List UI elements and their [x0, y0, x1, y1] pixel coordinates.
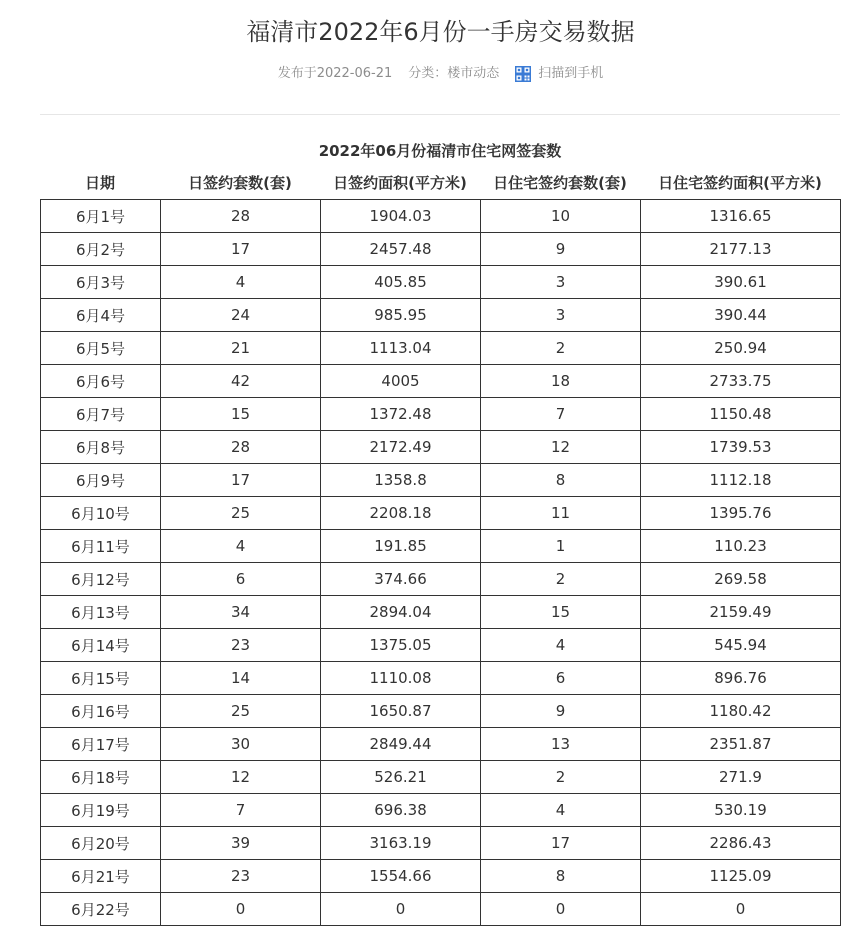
cell-residential-units: 4 — [481, 629, 641, 662]
cell-residential-area: 1739.53 — [641, 431, 841, 464]
cell-daily-units: 39 — [161, 827, 321, 860]
table-row — [41, 365, 841, 398]
cell-residential-area: 2351.87 — [641, 728, 841, 761]
cell-residential-area: 269.58 — [641, 563, 841, 596]
cell-daily-area: 1110.08 — [321, 662, 481, 695]
cell-date: 6月1号 — [41, 200, 161, 233]
cell-residential-units: 6 — [481, 662, 641, 695]
cell-date: 6月15号 — [41, 662, 161, 695]
cell-date: 6月12号 — [41, 563, 161, 596]
cell-daily-units: 24 — [161, 299, 321, 332]
header-residential-area: 日住宅签约面积(平方米) — [658, 174, 822, 192]
table-row — [41, 794, 841, 827]
category-link[interactable]: 分类：楼市动态 — [408, 66, 500, 81]
cell-daily-units: 34 — [161, 596, 321, 629]
cell-residential-area: 1316.65 — [641, 200, 841, 233]
cell-residential-units: 18 — [481, 365, 641, 398]
cell-residential-area: 110.23 — [641, 530, 841, 563]
cell-daily-units: 25 — [161, 497, 321, 530]
table-row — [41, 629, 841, 662]
table-row — [41, 695, 841, 728]
cell-daily-units: 15 — [161, 398, 321, 431]
cell-date: 6月21号 — [41, 860, 161, 893]
cell-date: 6月5号 — [41, 332, 161, 365]
cell-daily-area: 191.85 — [321, 530, 481, 563]
cell-daily-area: 696.38 — [321, 794, 481, 827]
cell-daily-units: 28 — [161, 431, 321, 464]
cell-daily-area: 1650.87 — [321, 695, 481, 728]
cell-daily-units: 17 — [161, 233, 321, 266]
cell-date: 6月22号 — [41, 893, 161, 926]
table-header-row — [40, 170, 840, 196]
cell-residential-units: 8 — [481, 860, 641, 893]
cell-date: 6月8号 — [41, 431, 161, 464]
cell-daily-units: 42 — [161, 365, 321, 398]
qr-code-icon[interactable] — [515, 66, 531, 82]
cell-date: 6月6号 — [41, 365, 161, 398]
cell-residential-units: 8 — [481, 464, 641, 497]
cell-daily-units: 25 — [161, 695, 321, 728]
cell-daily-units: 4 — [161, 530, 321, 563]
cell-residential-area: 896.76 — [641, 662, 841, 695]
cell-daily-area: 1904.03 — [321, 200, 481, 233]
cell-residential-units: 17 — [481, 827, 641, 860]
table-row — [41, 398, 841, 431]
cell-date: 6月9号 — [41, 464, 161, 497]
cell-daily-units: 23 — [161, 629, 321, 662]
cell-residential-area: 1150.48 — [641, 398, 841, 431]
cell-daily-units: 0 — [161, 893, 321, 926]
article-meta — [0, 62, 859, 86]
cell-date: 6月3号 — [41, 266, 161, 299]
table-row — [41, 233, 841, 266]
cell-daily-units: 23 — [161, 860, 321, 893]
cell-residential-units: 15 — [481, 596, 641, 629]
cell-daily-units: 17 — [161, 464, 321, 497]
cell-residential-area: 1395.76 — [641, 497, 841, 530]
table-row — [41, 827, 841, 860]
cell-daily-area: 1554.66 — [321, 860, 481, 893]
cell-daily-area: 374.66 — [321, 563, 481, 596]
table-row — [41, 563, 841, 596]
header-daily-units: 日签约套数(套) — [188, 174, 292, 192]
cell-residential-units: 3 — [481, 299, 641, 332]
cell-daily-area: 1113.04 — [321, 332, 481, 365]
cell-residential-area: 0 — [641, 893, 841, 926]
cell-date: 6月16号 — [41, 695, 161, 728]
cell-daily-units: 30 — [161, 728, 321, 761]
divider — [40, 114, 840, 115]
cell-residential-area: 1125.09 — [641, 860, 841, 893]
scan-to-phone-link[interactable]: 扫描到手机 — [538, 66, 604, 81]
article-title: 福清市2022年6月份一手房交易数据 — [246, 18, 635, 46]
cell-residential-area: 390.61 — [641, 266, 841, 299]
cell-daily-area: 2208.18 — [321, 497, 481, 530]
table-row — [41, 464, 841, 497]
table-row — [41, 728, 841, 761]
cell-residential-units: 0 — [481, 893, 641, 926]
cell-daily-area: 526.21 — [321, 761, 481, 794]
cell-residential-units: 1 — [481, 530, 641, 563]
cell-daily-area: 1372.48 — [321, 398, 481, 431]
cell-residential-units: 13 — [481, 728, 641, 761]
cell-daily-area: 4005 — [321, 365, 481, 398]
cell-date: 6月19号 — [41, 794, 161, 827]
cell-daily-area: 2457.48 — [321, 233, 481, 266]
header-residential-units: 日住宅签约套数(套) — [493, 174, 627, 192]
cell-daily-units: 7 — [161, 794, 321, 827]
cell-date: 6月20号 — [41, 827, 161, 860]
cell-residential-units: 3 — [481, 266, 641, 299]
table-row — [41, 200, 841, 233]
cell-daily-area: 3163.19 — [321, 827, 481, 860]
cell-residential-area: 2177.13 — [641, 233, 841, 266]
cell-date: 6月4号 — [41, 299, 161, 332]
cell-residential-units: 9 — [481, 233, 641, 266]
table-row — [41, 860, 841, 893]
cell-date: 6月18号 — [41, 761, 161, 794]
table-row — [41, 662, 841, 695]
table-row — [41, 761, 841, 794]
data-table — [40, 199, 841, 926]
cell-daily-units: 12 — [161, 761, 321, 794]
cell-residential-area: 271.9 — [641, 761, 841, 794]
table-row — [41, 266, 841, 299]
publish-date: 发布于2022-06-21 — [277, 66, 393, 81]
table-row — [41, 893, 841, 926]
cell-date: 6月2号 — [41, 233, 161, 266]
cell-residential-area: 250.94 — [641, 332, 841, 365]
cell-daily-area: 405.85 — [321, 266, 481, 299]
cell-residential-units: 9 — [481, 695, 641, 728]
cell-daily-units: 21 — [161, 332, 321, 365]
cell-date: 6月7号 — [41, 398, 161, 431]
header-date: 日期 — [84, 174, 115, 192]
table-row — [41, 431, 841, 464]
cell-residential-area: 2159.49 — [641, 596, 841, 629]
cell-date: 6月11号 — [41, 530, 161, 563]
cell-residential-units: 12 — [481, 431, 641, 464]
cell-date: 6月14号 — [41, 629, 161, 662]
cell-daily-units: 4 — [161, 266, 321, 299]
cell-residential-units: 4 — [481, 794, 641, 827]
cell-residential-units: 2 — [481, 563, 641, 596]
cell-daily-units: 14 — [161, 662, 321, 695]
cell-date: 6月17号 — [41, 728, 161, 761]
cell-residential-units: 7 — [481, 398, 641, 431]
table-caption: 2022年06月份福清市住宅网签套数 — [318, 142, 562, 160]
cell-daily-area: 1358.8 — [321, 464, 481, 497]
cell-residential-units: 2 — [481, 332, 641, 365]
cell-residential-area: 545.94 — [641, 629, 841, 662]
cell-residential-area: 2286.43 — [641, 827, 841, 860]
header-daily-area: 日签约面积(平方米) — [333, 174, 467, 192]
cell-residential-area: 530.19 — [641, 794, 841, 827]
cell-residential-area: 1180.42 — [641, 695, 841, 728]
table-body — [41, 200, 841, 926]
cell-residential-area: 1112.18 — [641, 464, 841, 497]
table-row — [41, 530, 841, 563]
cell-daily-units: 28 — [161, 200, 321, 233]
table-row — [41, 497, 841, 530]
cell-residential-units: 2 — [481, 761, 641, 794]
cell-daily-area: 2849.44 — [321, 728, 481, 761]
cell-residential-area: 2733.75 — [641, 365, 841, 398]
table-row — [41, 299, 841, 332]
cell-daily-area: 2894.04 — [321, 596, 481, 629]
cell-daily-area: 2172.49 — [321, 431, 481, 464]
cell-residential-area: 390.44 — [641, 299, 841, 332]
cell-daily-area: 985.95 — [321, 299, 481, 332]
table-row — [41, 332, 841, 365]
table-row — [41, 596, 841, 629]
cell-daily-area: 0 — [321, 893, 481, 926]
cell-date: 6月10号 — [41, 497, 161, 530]
cell-residential-units: 11 — [481, 497, 641, 530]
cell-daily-area: 1375.05 — [321, 629, 481, 662]
cell-daily-units: 6 — [161, 563, 321, 596]
cell-residential-units: 10 — [481, 200, 641, 233]
cell-date: 6月13号 — [41, 596, 161, 629]
